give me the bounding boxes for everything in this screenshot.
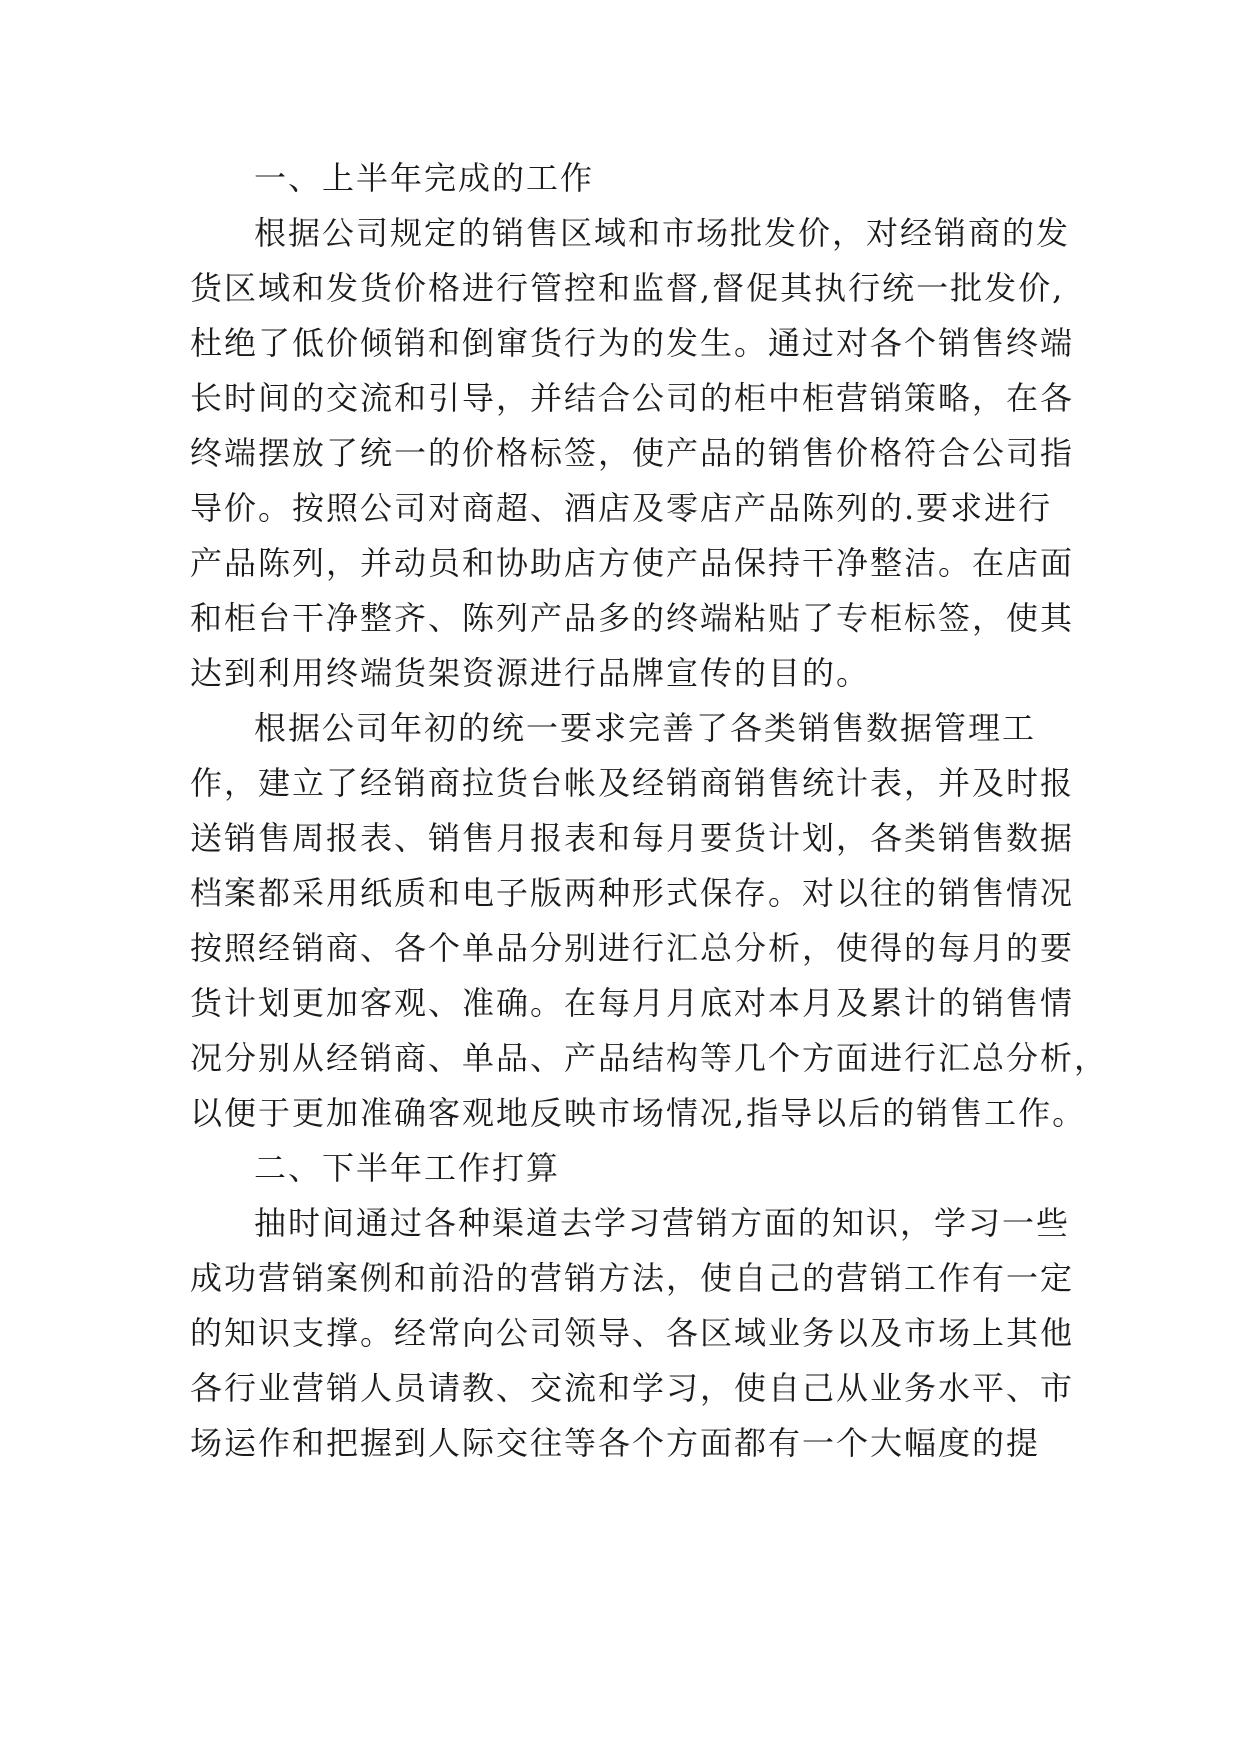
text-line: 终端摆放了统一的价格标签，使产品的销售价格符合公司指 <box>190 434 1075 472</box>
text-line: 的知识支撑。经常向公司领导、各区域业务以及市场上其他 <box>190 1314 1075 1352</box>
text-line: 达到利用终端货架资源进行品牌宣传的目的。 <box>190 654 871 692</box>
section-heading-2: 二、下半年工作打算 <box>254 1149 561 1187</box>
text-line: 根据公司年初的统一要求完善了各类销售数据管理工 <box>254 709 1037 747</box>
text-line: 况分别从经销商、单品、产品结构等几个方面进行汇总分析， <box>190 1039 1109 1077</box>
text-line: 导价。按照公司对商超、酒店及零店产品陈列的.要求进行 <box>190 489 1053 527</box>
text-line: 和柜台干净整齐、陈列产品多的终端粘贴了专柜标签，使其 <box>190 599 1075 637</box>
text-line: 货区域和发货价格进行管控和监督,督促其执行统一批发价, <box>190 269 1065 307</box>
text-line: 产品陈列，并动员和协助店方使产品保持干净整洁。在店面 <box>190 544 1075 582</box>
text-line: 根据公司规定的销售区域和市场批发价，对经销商的发 <box>254 214 1071 252</box>
text-line: 长时间的交流和引导，并结合公司的柜中柜营销策略，在各 <box>190 379 1075 417</box>
text-line: 成功营销案例和前沿的营销方法，使自己的营销工作有一定 <box>190 1259 1075 1297</box>
text-line: 以便于更加准确客观地反映市场情况,指导以后的销售工作。 <box>190 1094 1087 1132</box>
text-line: 作，建立了经销商拉货台帐及经销商销售统计表，并及时报 <box>190 764 1075 802</box>
text-line: 场运作和把握到人际交往等各个方面都有一个大幅度的提 <box>190 1424 1041 1462</box>
text-line: 货计划更加客观、准确。在每月月底对本月及累计的销售情 <box>190 984 1075 1022</box>
text-line: 各行业营销人员请教、交流和学习，使自己从业务水平、市 <box>190 1369 1075 1407</box>
text-line: 送销售周报表、销售月报表和每月要货计划，各类销售数据 <box>190 819 1075 857</box>
text-line: 杜绝了低价倾销和倒窜货行为的发生。通过对各个销售终端 <box>190 324 1075 362</box>
text-line: 档案都采用纸质和电子版两种形式保存。对以往的销售情况 <box>190 874 1075 912</box>
text-line: 按照经销商、各个单品分别进行汇总分析，使得的每月的要 <box>190 929 1075 967</box>
text-line: 抽时间通过各种渠道去学习营销方面的知识，学习一些 <box>254 1204 1071 1242</box>
section-heading-1: 一、上半年完成的工作 <box>254 159 595 197</box>
